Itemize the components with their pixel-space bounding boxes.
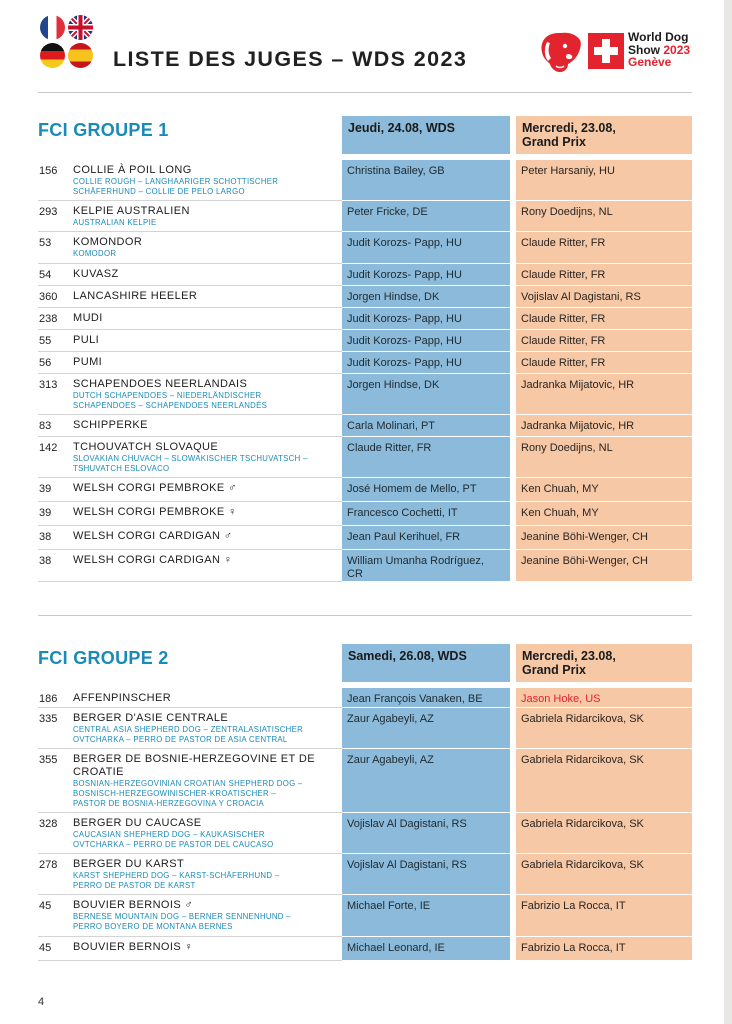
breed-number: 56 xyxy=(39,357,52,369)
breed-translations: KARST SHEPHERD DOG – KARST-SCHÄFERHUND – xyxy=(73,871,280,880)
breed-translations: KOMODOR xyxy=(73,249,117,258)
wds-judge-name: Judit Korozs- Papp, HU xyxy=(347,237,462,249)
wds-judge-name: Michael Forte, IE xyxy=(347,900,431,912)
breed-name: BERGER DU CAUCASE xyxy=(73,817,202,829)
wds-judge-name: Christina Bailey, GB xyxy=(347,165,445,177)
wds-judge-cell xyxy=(342,813,510,854)
wds-judge-name: Jean François Vanaken, BE xyxy=(347,693,483,705)
breed-translations: AUSTRALIAN KELPIE xyxy=(73,218,157,227)
breed-name: PULI xyxy=(73,334,100,346)
breed-cell xyxy=(38,813,342,854)
breed-cell xyxy=(38,415,342,437)
breed-number: 156 xyxy=(39,165,58,177)
breed-translations: BERNESE MOUNTAIN DOG – BERNER SENNENHUND – xyxy=(73,912,291,921)
breed-cell xyxy=(38,895,342,937)
table-row xyxy=(38,374,692,415)
wds-judge-cell xyxy=(342,688,510,708)
table-row xyxy=(38,502,692,526)
grand-prix-judge-cell: Jeanine Böhi-Wenger, CH xyxy=(516,550,692,582)
breed-number: 45 xyxy=(39,900,52,912)
wds-judge-name: William Umanha Rodríguez, xyxy=(347,555,484,567)
table-row xyxy=(38,232,692,264)
wds-judge-name: Claude Ritter, FR xyxy=(347,442,432,454)
breed-cell xyxy=(38,232,342,264)
breed-name: KOMONDOR xyxy=(73,236,143,248)
breed-cell xyxy=(38,308,342,330)
wds-judge-cell xyxy=(342,374,510,415)
breed-number: 238 xyxy=(39,313,58,325)
breed-name: MUDI xyxy=(73,312,103,324)
breed-translations: COLLIE ROUGH – LANGHAARIGER SCHOTTISCHER xyxy=(73,177,279,186)
wds-judge-cell xyxy=(342,895,510,937)
grand-prix-judge-cell: Vojislav Al Dagistani, RS xyxy=(516,286,692,308)
page-title: LISTE DES JUGES – WDS 2023 xyxy=(113,47,468,71)
breed-name: WELSH CORGI PEMBROKE ♀ xyxy=(73,506,237,518)
flag-uk-icon[interactable] xyxy=(68,15,93,40)
breed-name: BOUVIER BERNOIS ♀ xyxy=(73,941,194,953)
breed-name: BOUVIER BERNOIS ♂ xyxy=(73,899,194,911)
wds-judge-country: CR xyxy=(347,568,363,580)
breed-cell xyxy=(38,749,342,813)
table-row xyxy=(38,352,692,374)
flag-spain-icon[interactable] xyxy=(68,43,93,68)
wds-judge-cell xyxy=(342,502,510,526)
wds-judge-cell xyxy=(342,708,510,749)
wds-judge-name: Zaur Agabeyli, AZ xyxy=(347,713,434,725)
wds-judge-cell xyxy=(342,415,510,437)
group-2-gp-column-header: Mercredi, 23.08, Grand Prix xyxy=(516,644,692,682)
breed-number: 360 xyxy=(39,291,58,303)
grand-prix-judge-cell: Rony Doedijns, NL xyxy=(516,437,692,478)
breed-cell xyxy=(38,478,342,502)
wds-judge-cell xyxy=(342,352,510,374)
breed-name: TCHOUVATCH SLOVAQUE xyxy=(73,441,219,453)
table-row xyxy=(38,688,692,708)
breed-number: 38 xyxy=(39,555,52,567)
table-row xyxy=(38,895,692,937)
grand-prix-judge-cell: Jadranka Mijatovic, HR xyxy=(516,374,692,415)
breed-number: 45 xyxy=(39,942,52,954)
breed-number: 54 xyxy=(39,269,52,281)
breed-name: LANCASHIRE HEELER xyxy=(73,290,198,302)
swiss-cross-icon xyxy=(588,33,624,69)
breed-name: BERGER D'ASIE CENTRALE xyxy=(73,712,229,724)
breed-name: BERGER DE BOSNIE-HERZEGOVINE ET DE xyxy=(73,753,315,765)
wds-judge-cell xyxy=(342,854,510,895)
breed-number: 55 xyxy=(39,335,52,347)
breed-name: COLLIE À POIL LONG xyxy=(73,164,192,176)
breed-number: 142 xyxy=(39,442,58,454)
breed-name: KELPIE AUSTRALIEN xyxy=(73,205,190,217)
wds-judge-name: Peter Fricke, DE xyxy=(347,206,428,218)
language-flags xyxy=(40,15,96,69)
wds-judge-name: José Homem de Mello, PT xyxy=(347,483,477,495)
group-2-title: FCI GROUPE 2 xyxy=(38,648,169,668)
wds-judge-name: Zaur Agabeyli, AZ xyxy=(347,754,434,766)
wds-judge-cell xyxy=(342,201,510,232)
breed-name: AFFENPINSCHER xyxy=(73,692,172,704)
breed-cell xyxy=(38,854,342,895)
header-divider xyxy=(38,92,692,93)
breed-cell xyxy=(38,286,342,308)
breed-translations: OVTCHARKA – PERRO DE PASTOR DEL CAUCASO xyxy=(73,840,274,849)
breed-number: 355 xyxy=(39,754,58,766)
grand-prix-judge-cell: Claude Ritter, FR xyxy=(516,232,692,264)
breed-cell xyxy=(38,708,342,749)
wds-judge-cell xyxy=(342,937,510,961)
table-row xyxy=(38,854,692,895)
grand-prix-judge-cell: Peter Harsaniy, HU xyxy=(516,160,692,201)
group-1-section xyxy=(38,116,692,582)
grand-prix-judge-cell: Fabrizio La Rocca, IT xyxy=(516,937,692,961)
grand-prix-judge-cell: Claude Ritter, FR xyxy=(516,352,692,374)
table-row xyxy=(38,708,692,749)
wds-judge-name: Vojislav Al Dagistani, RS xyxy=(347,859,467,871)
breed-cell xyxy=(38,201,342,232)
breed-number: 328 xyxy=(39,818,58,830)
wds-judge-cell xyxy=(342,749,510,813)
wds-judge-name: Michael Leonard, IE xyxy=(347,942,445,954)
grand-prix-judge-cell: Fabrizio La Rocca, IT xyxy=(516,895,692,937)
breed-name-continued: CROATIE xyxy=(73,766,124,778)
grand-prix-judge-cell: Claude Ritter, FR xyxy=(516,308,692,330)
table-row xyxy=(38,937,692,961)
wds-judge-name: Francesco Cochetti, IT xyxy=(347,507,458,519)
breed-number: 83 xyxy=(39,420,52,432)
section-divider xyxy=(38,615,692,616)
breed-translations: CAUCASIAN SHEPHERD DOG – KAUKASISCHER xyxy=(73,830,265,839)
breed-translations: PASTOR DE BOSNIA-HERZEGOVINA Y CROACIA xyxy=(73,799,265,808)
breed-cell xyxy=(38,330,342,352)
grand-prix-judge-cell: Gabriela Ridarcikova, SK xyxy=(516,813,692,854)
breed-cell xyxy=(38,502,342,526)
group-2-wds-column-header: Samedi, 26.08, WDS xyxy=(342,644,510,682)
grand-prix-judge-cell: Claude Ritter, FR xyxy=(516,330,692,352)
breed-cell xyxy=(38,526,342,550)
page-number: 4 xyxy=(38,996,45,1008)
breed-translations: PERRO DE PASTOR DE KARST xyxy=(73,881,196,890)
breed-cell xyxy=(38,437,342,478)
table-row xyxy=(38,201,692,232)
breed-name: WELSH CORGI PEMBROKE ♂ xyxy=(73,482,237,494)
breed-cell xyxy=(38,374,342,415)
breed-number: 186 xyxy=(39,693,58,705)
wds-judge-name: Judit Korozs- Papp, HU xyxy=(347,357,462,369)
wds-judge-cell xyxy=(342,232,510,264)
wds-judge-cell xyxy=(342,160,510,201)
table-row xyxy=(38,749,692,813)
table-row xyxy=(38,286,692,308)
grand-prix-judge-cell: Jeanine Böhi-Wenger, CH xyxy=(516,526,692,550)
breed-number: 38 xyxy=(39,531,52,543)
breed-translations: DUTCH SCHAPENDOES – NIEDERLÄNDISCHER xyxy=(73,391,262,400)
breed-name: WELSH CORGI CARDIGAN ♂ xyxy=(73,530,233,542)
breed-name: WELSH CORGI CARDIGAN ♀ xyxy=(73,554,233,566)
flag-germany-icon[interactable] xyxy=(40,43,65,68)
breed-cell xyxy=(38,352,342,374)
breed-name: BERGER DU KARST xyxy=(73,858,185,870)
table-row xyxy=(38,308,692,330)
group-2-header xyxy=(38,644,692,682)
grand-prix-judge-cell: Ken Chuah, MY xyxy=(516,502,692,526)
breed-number: 278 xyxy=(39,859,58,871)
wds-judge-cell xyxy=(342,550,510,582)
breed-number: 39 xyxy=(39,483,52,495)
wds-judge-cell xyxy=(342,526,510,550)
wds-judge-name: Jorgen Hindse, DK xyxy=(347,291,440,303)
breed-translations: SCHAPENDOES – SCHAPENDOES NEERLANDÉS xyxy=(73,401,268,410)
breed-translations: SCHÄFERHUND – COLLIE DE PELO LARGO xyxy=(73,187,245,196)
table-row xyxy=(38,437,692,478)
grand-prix-judge-cell: Claude Ritter, FR xyxy=(516,264,692,286)
group-1-gp-column-header: Mercredi, 23.08, Grand Prix xyxy=(516,116,692,154)
breed-name: PUMI xyxy=(73,356,103,368)
breed-name: SCHIPPERKE xyxy=(73,419,148,431)
breed-name: KUVASZ xyxy=(73,268,119,280)
wds-judge-cell xyxy=(342,330,510,352)
breed-number: 293 xyxy=(39,206,58,218)
world-dog-show-logo xyxy=(538,28,698,76)
grand-prix-judge-cell: Gabriela Ridarcikova, SK xyxy=(516,749,692,813)
breed-translations: OVTCHARKA – PERRO DE PASTOR DE ASIA CENTRAL xyxy=(73,735,288,744)
dog-head-logo-icon xyxy=(538,28,590,74)
wds-judge-name: Judit Korozs- Papp, HU xyxy=(347,313,462,325)
group-2-table xyxy=(38,688,692,961)
table-row xyxy=(38,415,692,437)
breed-cell xyxy=(38,160,342,201)
breed-number: 313 xyxy=(39,379,58,391)
logo-text: World Dog Show 2023 Genève xyxy=(628,30,691,69)
wds-judge-name: Judit Korozs- Papp, HU xyxy=(347,269,462,281)
wds-judge-cell xyxy=(342,478,510,502)
grand-prix-judge-cell: Jadranka Mijatovic, HR xyxy=(516,415,692,437)
flag-france-icon[interactable] xyxy=(40,15,65,40)
breed-cell xyxy=(38,937,342,961)
grand-prix-judge-cell: Gabriela Ridarcikova, SK xyxy=(516,708,692,749)
breed-cell xyxy=(38,688,342,708)
breed-cell xyxy=(38,264,342,286)
table-row xyxy=(38,478,692,502)
wds-judge-cell xyxy=(342,308,510,330)
group-1-header xyxy=(38,116,692,154)
breed-translations: TSHUVATCH ESLOVACO xyxy=(73,464,170,473)
breed-translations: SLOVAKIAN CHUVACH – SLOWAKISCHER TSCHUVATSCH – xyxy=(73,454,308,463)
grand-prix-judge-cell: Rony Doedijns, NL xyxy=(516,201,692,232)
group-1-title: FCI GROUPE 1 xyxy=(38,120,169,140)
table-row xyxy=(38,550,692,582)
wds-judge-name: Carla Molinari, PT xyxy=(347,420,436,432)
grand-prix-judge-cell: Jason Hoke, US xyxy=(516,688,692,708)
table-row xyxy=(38,160,692,201)
table-row xyxy=(38,526,692,550)
grand-prix-judge-cell: Gabriela Ridarcikova, SK xyxy=(516,854,692,895)
wds-judge-name: Jean Paul Kerihuel, FR xyxy=(347,531,461,543)
breed-name: SCHAPENDOES NEERLANDAIS xyxy=(73,378,248,390)
breed-translations: PERRO BOYERO DE MONTANA BERNES xyxy=(73,922,233,931)
table-row xyxy=(38,813,692,854)
wds-judge-name: Vojislav Al Dagistani, RS xyxy=(347,818,467,830)
wds-judge-name: Judit Korozs- Papp, HU xyxy=(347,335,462,347)
wds-judge-cell xyxy=(342,286,510,308)
breed-cell xyxy=(38,550,342,582)
breed-number: 53 xyxy=(39,237,52,249)
breed-number: 39 xyxy=(39,507,52,519)
breed-translations: BOSNIAN-HERZEGOVINIAN CROATIAN SHEPHERD DOG – xyxy=(73,779,303,788)
breed-translations: BOSNISCH-HERZEGOWINISCHER-KROATISCHER – xyxy=(73,789,277,798)
wds-judge-cell xyxy=(342,437,510,478)
table-row xyxy=(38,330,692,352)
group-1-wds-column-header: Jeudi, 24.08, WDS xyxy=(342,116,510,154)
breed-translations: CENTRAL ASIA SHEPHERD DOG – ZENTRALASIATISCHER xyxy=(73,725,303,734)
breed-number: 335 xyxy=(39,713,58,725)
grand-prix-judge-cell: Ken Chuah, MY xyxy=(516,478,692,502)
wds-judge-name: Jorgen Hindse, DK xyxy=(347,379,440,391)
wds-judge-cell xyxy=(342,264,510,286)
group-1-table xyxy=(38,160,692,582)
group-2-section xyxy=(38,644,692,961)
table-row xyxy=(38,264,692,286)
